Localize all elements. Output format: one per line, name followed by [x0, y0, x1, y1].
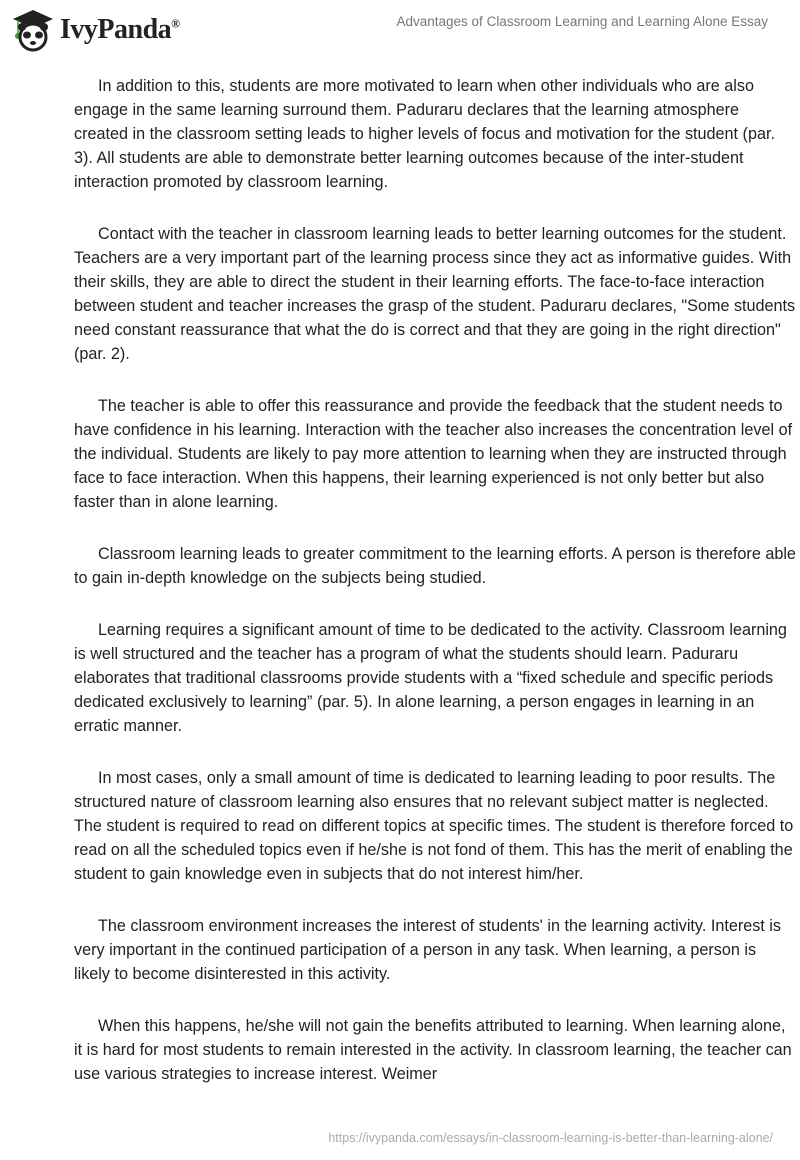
panda-graduate-icon	[12, 8, 54, 52]
paragraph: The teacher is able to offer this reassurance and provide the feedback that the student needs to have confidence in his learning. Interaction with the teacher also increases the concentration level of the individual. Students are likely to pay more attention to learning when they are instructed through face to face interaction. When this happens, their learning experienced is not only better but also faster than in alone learning.	[74, 397, 793, 511]
page-header	[0, 0, 800, 60]
paragraph: Learning requires a significant amount of time to be dedicated to the activity. Classroom learning is well structured and the teacher has a program of what the students should learn. Paduraru elaborates that traditional classrooms provide students with a “fixed schedule and specific periods dedicated exclusively to learning” (par. 5). In alone learning, a person engages in learning in an erratic manner.	[74, 621, 787, 735]
paragraph: In addition to this, students are more motivated to learn when other individuals who are also engage in the same learning surround them. Paduraru declares that the learning atmosphere created in the classroom setting leads to higher levels of focus and motivation for the student (par. 3). All students are able to demonstrate better learning outcomes because of the inter-student interaction promoted by classroom learning.	[74, 77, 775, 191]
paragraph: Contact with the teacher in classroom learning leads to better learning outcomes for the student. Teachers are a very important part of the learning process since they act as informative guides. With their skills, they are able to direct the student in their learning efforts. The face-to-face interaction between student and teacher increases the grasp of the student. Paduraru declares, "Some students need constant reassurance that what the do is correct and that they are going in the right direction" (par. 2).	[74, 225, 796, 363]
brand-name: IvyPanda®	[60, 14, 180, 45]
paragraph: In most cases, only a small amount of time is dedicated to learning leading to poor results. The structured nature of classroom learning also ensures that no relevant subject matter is neglected. The student is required to read on different topics at specific times. The student is therefore forced to read on all the scheduled topics even if he/she is not fond of them. This has the merit of enabling the student to gain knowledge even in subjects that do not interest him/her.	[74, 769, 794, 883]
paragraph: The classroom environment increases the interest of students' in the learning activity. Interest is very important in the continued participation of a person in any task. When learning, a person is likely to become disinterested in this activity.	[74, 917, 781, 983]
ivypanda-logo[interactable]	[12, 8, 180, 52]
document-title: Advantages of Classroom Learning and Learning Alone Essay	[396, 14, 768, 29]
source-url[interactable]: https://ivypanda.com/essays/in-classroom-learning-is-better-than-learning-alone/	[328, 1131, 773, 1145]
essay-body	[74, 74, 796, 1114]
paragraph: When this happens, he/she will not gain the benefits attributed to learning. When learning alone, it is hard for most students to remain interested in the activity. In classroom learning, the teacher can use various strategies to increase interest. Weimer	[74, 1017, 792, 1083]
paragraph: Classroom learning leads to greater commitment to the learning efforts. A person is therefore able to gain in-depth knowledge on the subjects being studied.	[74, 545, 796, 587]
